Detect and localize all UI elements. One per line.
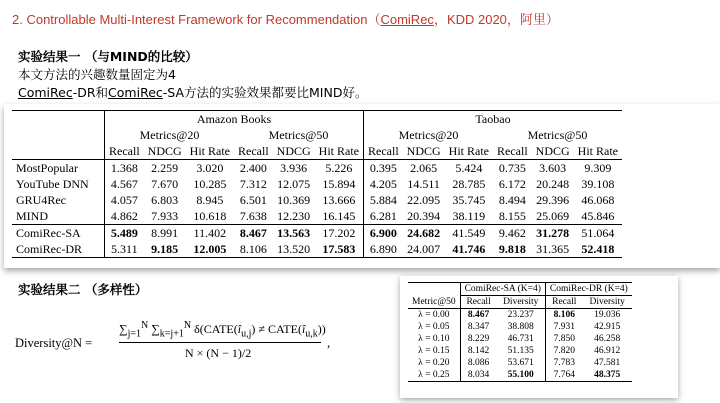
metric-value: 6.890	[364, 241, 403, 258]
column-header: NDCG	[144, 143, 186, 160]
metric-value: 8.494	[498, 192, 526, 207]
table-row	[408, 345, 632, 357]
fraction-bar	[119, 342, 321, 343]
formula-numerator: $\sum_{j=1}^N$ $\sum_{k=j+1}^N$ $\delta(CATE(î_{u,j})$ ≠ $CATE(î_{u,k})$)	[119, 320, 326, 340]
metric-value: 20.394	[407, 208, 441, 223]
metric-value: 6.501	[239, 192, 267, 207]
metric-value: 9.185	[144, 241, 186, 258]
table-row	[408, 357, 632, 369]
metric-value: 25.069	[536, 208, 570, 223]
metric-value: 15.894	[322, 176, 356, 191]
metric-value: 6.281	[364, 208, 403, 225]
metric-value: 13.563	[273, 225, 315, 242]
method-name: MIND	[16, 208, 48, 223]
metric-value: 5.489	[105, 225, 144, 242]
metric-value: 7.820	[545, 345, 582, 357]
table-row	[12, 208, 622, 225]
group-header: ComiRec-DR (K=4)	[545, 283, 631, 296]
metric-value: 3.936	[280, 160, 308, 175]
table-row	[12, 225, 622, 242]
metric-value: 17.202	[315, 225, 364, 242]
metric-value: 5.884	[364, 192, 403, 208]
column-header: Diversity	[583, 296, 632, 309]
metric-value: 19.036	[594, 310, 621, 320]
metric-value: 38.119	[452, 208, 486, 223]
section1-heading: 实验结果一 （与MIND的比较）	[18, 49, 198, 64]
section1-line1: 本文方法的兴趣数量固定为4	[18, 67, 176, 82]
metric-value: 7.850	[545, 333, 582, 345]
column-header: Recall	[364, 143, 403, 160]
metric-value: 23.237	[507, 310, 534, 320]
metric-value: 8.991	[144, 225, 186, 242]
metric-value: 8.155	[498, 208, 526, 223]
metric-value: 6.803	[151, 192, 179, 207]
metric-value: 2.065	[410, 160, 438, 175]
metric-value: 31.278	[532, 225, 574, 242]
metric-value: 31.365	[532, 241, 574, 258]
metric-value: 12.230	[277, 208, 311, 223]
metric-value: 24.007	[403, 241, 445, 258]
metric-value: 52.418	[574, 241, 622, 258]
metric-value: 8.142	[460, 345, 496, 357]
table-row	[408, 321, 632, 333]
diversity-table-card	[400, 276, 678, 398]
metric-value: 11.402	[186, 225, 234, 242]
column-header: NDCG	[532, 143, 574, 160]
table-row	[408, 333, 632, 345]
metric-value: 42.915	[594, 322, 621, 332]
metric-value: 47.581	[594, 358, 621, 368]
column-header: Metric@50	[408, 296, 460, 309]
metric-value: 8.467	[460, 309, 496, 322]
metric-value: 4.057	[105, 192, 144, 208]
column-header: Recall	[105, 143, 144, 160]
metric-value: 8.034	[460, 369, 496, 382]
column-header: NDCG	[403, 143, 445, 160]
metric-value: 0.395	[364, 160, 403, 177]
metric-value: 7.933	[151, 208, 179, 223]
metric-value: 6.172	[498, 176, 526, 191]
section1-line2: ComiRec-DR和ComiRec-SA方法的实验效果都要比MIND好。	[18, 85, 368, 100]
metric-value: 9.309	[584, 160, 612, 175]
formula-denominator: N × (N − 1)/2	[185, 346, 252, 360]
metric-value: 38.808	[507, 322, 534, 332]
metric-value: 4.567	[105, 176, 144, 192]
main-results-table-card	[4, 104, 720, 268]
metric-value: 8.347	[460, 321, 496, 333]
metric-header: Metrics@20	[364, 127, 494, 143]
metric-value: 0.735	[498, 160, 526, 175]
metric-value: 8.106	[545, 309, 582, 322]
metric-value: 8.086	[460, 357, 496, 369]
metric-value: 10.618	[193, 208, 227, 223]
metric-value: 29.396	[536, 192, 570, 207]
metric-value: 7.764	[545, 369, 582, 382]
metric-value: 45.846	[581, 208, 615, 223]
metric-value: 39.108	[581, 176, 615, 191]
metric-value: 6.900	[364, 225, 403, 242]
metric-value: 2.259	[151, 160, 179, 175]
metric-value: 17.583	[315, 241, 364, 258]
metric-value: 4.862	[105, 208, 144, 225]
metric-value: 24.682	[403, 225, 445, 242]
lambda-label: λ = 0.05	[418, 322, 450, 332]
column-header: Recall	[545, 296, 582, 309]
metric-header: Metrics@20	[105, 127, 235, 143]
column-header: Hit Rate	[315, 143, 364, 160]
metric-value: 53.671	[507, 358, 534, 368]
metric-value: 5.311	[105, 241, 144, 258]
metric-value: 9.818	[493, 241, 532, 258]
metric-value: 46.731	[507, 334, 534, 344]
method-name: GRU4Rec	[16, 192, 66, 207]
column-header-row	[408, 296, 632, 309]
metric-value: 46.912	[594, 346, 621, 356]
method-name: ComiRec-SA	[12, 225, 105, 242]
column-header: Hit Rate	[445, 143, 493, 160]
column-header: Hit Rate	[186, 143, 234, 160]
column-header: Recall	[493, 143, 532, 160]
metric-value: 10.285	[193, 176, 227, 191]
metric-value: 28.785	[452, 176, 486, 191]
metric-value: 2.400	[239, 160, 267, 175]
metric-value: 8.229	[460, 333, 496, 345]
metric-value: 12.005	[186, 241, 234, 258]
lambda-label: λ = 0.00	[418, 310, 450, 320]
metric-value: 7.670	[151, 176, 179, 191]
group-header: ComiRec-SA (K=4)	[460, 283, 545, 296]
metric-value: 16.145	[322, 208, 356, 223]
metric-value: 10.369	[277, 192, 311, 207]
method-name: MostPopular	[16, 160, 79, 175]
metric-value: 41.549	[445, 225, 493, 242]
metric-value: 7.783	[545, 357, 582, 369]
metric-value: 8.467	[234, 225, 273, 242]
metric-value: 13.666	[322, 192, 356, 207]
section2-heading: 实验结果二 （多样性）	[18, 282, 148, 297]
metric-value: 3.603	[539, 160, 567, 175]
column-header-row	[12, 143, 622, 160]
table-row	[12, 241, 622, 258]
metric-value: 14.511	[407, 176, 440, 191]
table-row	[12, 176, 622, 192]
formula-comma: ,	[327, 336, 331, 350]
formula-lhs: Diversity@N =	[15, 336, 93, 350]
metric-value: 46.258	[594, 334, 621, 344]
metric-value: 55.100	[497, 369, 546, 382]
metric-value: 3.020	[196, 160, 224, 175]
dataset-header: Taobao	[364, 111, 623, 128]
metric-value: 4.205	[364, 176, 403, 192]
row-label-header	[12, 143, 105, 160]
slide-title: 2. Controllable Multi-Interest Framework for Recommendation（ComiRec，KDD 2020，阿里）	[12, 12, 559, 27]
table-row	[408, 369, 632, 382]
table-row	[12, 192, 622, 208]
main-results-table	[12, 110, 622, 258]
metric-header: Metrics@50	[527, 127, 588, 142]
column-header: NDCG	[273, 143, 315, 160]
metric-value: 12.075	[277, 176, 311, 191]
column-header: Diversity	[497, 296, 546, 309]
column-header: Hit Rate	[574, 143, 622, 160]
metric-value: 7.931	[545, 321, 582, 333]
metric-value: 48.375	[583, 369, 632, 382]
diversity-table	[408, 282, 632, 382]
metric-header: Metrics@50	[268, 127, 329, 142]
method-name: ComiRec-DR	[12, 241, 105, 258]
table-row	[408, 309, 632, 322]
table-row	[12, 160, 622, 177]
lambda-label: λ = 0.20	[418, 358, 450, 368]
metric-value: 7.638	[239, 208, 267, 223]
column-header: Recall	[234, 143, 273, 160]
lambda-label: λ = 0.15	[418, 346, 450, 356]
metric-value: 46.068	[581, 192, 615, 207]
metric-value: 8.945	[196, 192, 224, 207]
dataset-header: Amazon Books	[105, 111, 364, 128]
column-header: Recall	[460, 296, 496, 309]
metric-value: 8.106	[234, 241, 273, 258]
lambda-label: λ = 0.25	[408, 369, 460, 382]
lambda-label: λ = 0.10	[418, 334, 450, 344]
metric-value: 5.226	[325, 160, 353, 175]
metric-value: 22.095	[407, 192, 441, 207]
comirec-link: ComiRec	[380, 12, 434, 27]
metric-value: 20.248	[536, 176, 570, 191]
metric-value: 51.135	[507, 346, 534, 356]
metric-value: 41.746	[445, 241, 493, 258]
metric-value: 51.064	[574, 225, 622, 242]
metric-value: 9.462	[493, 225, 532, 242]
metric-value: 13.520	[273, 241, 315, 258]
metric-value: 7.312	[239, 176, 267, 191]
metric-value: 35.745	[452, 192, 486, 207]
method-name: YouTube DNN	[16, 176, 89, 191]
metric-value: 1.368	[105, 160, 144, 177]
metric-value: 5.424	[455, 160, 483, 175]
